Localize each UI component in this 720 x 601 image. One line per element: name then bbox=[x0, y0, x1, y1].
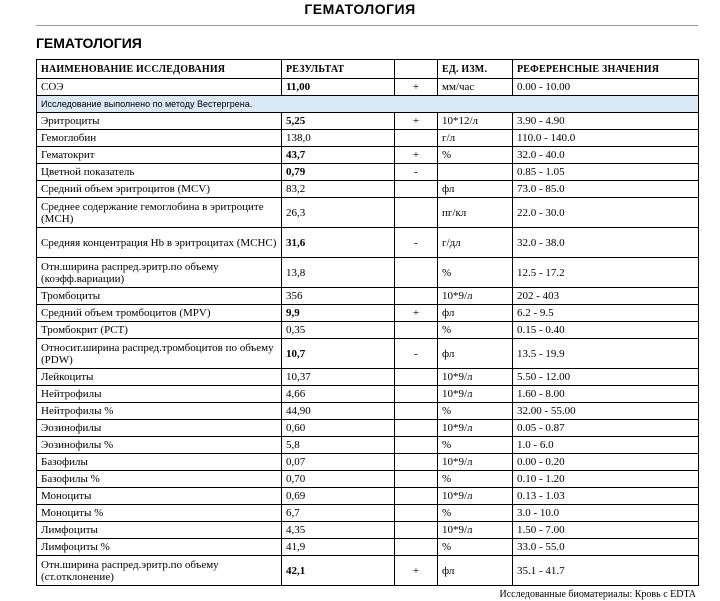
result-flag bbox=[395, 288, 438, 305]
test-result: 0,79 bbox=[282, 164, 395, 181]
test-result: 356 bbox=[282, 288, 395, 305]
reference-range: 0.05 - 0.87 bbox=[513, 420, 699, 437]
reference-range: 6.2 - 9.5 bbox=[513, 305, 699, 322]
method-note-row bbox=[37, 96, 699, 113]
result-flag bbox=[395, 437, 438, 454]
table-row bbox=[37, 258, 699, 288]
biomaterial-note: Исследованные биоматериалы: Кровь с EDTA bbox=[499, 589, 696, 600]
table-row bbox=[37, 454, 699, 471]
test-unit: % bbox=[438, 147, 513, 164]
result-flag: + bbox=[395, 305, 438, 322]
result-flag bbox=[395, 488, 438, 505]
reference-range: 5.50 - 12.00 bbox=[513, 369, 699, 386]
test-result: 0,07 bbox=[282, 454, 395, 471]
result-flag bbox=[395, 198, 438, 228]
result-flag bbox=[395, 522, 438, 539]
table-row bbox=[37, 386, 699, 403]
test-result: 0,35 bbox=[282, 322, 395, 339]
test-name: Эозинофилы % bbox=[37, 437, 282, 454]
test-name: Средняя концентрация Hb в эритроцитах (MCHC) bbox=[37, 228, 282, 258]
result-flag bbox=[395, 258, 438, 288]
table-row bbox=[37, 339, 699, 369]
test-name: Отн.ширина распред.эритр.по объему (ст.отклонение) bbox=[37, 556, 282, 586]
test-result: 0,70 bbox=[282, 471, 395, 488]
page-title: ГЕМАТОЛОГИЯ bbox=[304, 1, 416, 17]
test-unit: фл bbox=[438, 556, 513, 586]
table-row bbox=[37, 420, 699, 437]
table-row bbox=[37, 198, 699, 228]
table-row bbox=[37, 130, 699, 147]
test-name: Нейтрофилы % bbox=[37, 403, 282, 420]
reference-range: 1.60 - 8.00 bbox=[513, 386, 699, 403]
reference-range: 33.0 - 55.0 bbox=[513, 539, 699, 556]
column-header-reference: РЕФЕРЕНСНЫЕ ЗНАЧЕНИЯ bbox=[513, 60, 699, 79]
result-flag: - bbox=[395, 339, 438, 369]
test-name: Лимфоциты bbox=[37, 522, 282, 539]
test-unit: 10*9/л bbox=[438, 522, 513, 539]
table-row bbox=[37, 305, 699, 322]
test-result: 83,2 bbox=[282, 181, 395, 198]
result-flag bbox=[395, 420, 438, 437]
test-name: Базофилы % bbox=[37, 471, 282, 488]
reference-range: 3.0 - 10.0 bbox=[513, 505, 699, 522]
table-row bbox=[37, 181, 699, 198]
test-result: 31,6 bbox=[282, 228, 395, 258]
title-divider bbox=[36, 25, 698, 26]
test-result: 9,9 bbox=[282, 305, 395, 322]
result-flag bbox=[395, 454, 438, 471]
test-unit: 10*9/л bbox=[438, 288, 513, 305]
test-unit: % bbox=[438, 322, 513, 339]
column-header-name: НАИМЕНОВАНИЕ ИССЛЕДОВАНИЯ bbox=[37, 60, 282, 79]
test-unit: пг/кл bbox=[438, 198, 513, 228]
test-name: Среднее содержание гемоглобина в эритроците (MCH) bbox=[37, 198, 282, 228]
test-unit: % bbox=[438, 258, 513, 288]
test-name: СОЭ bbox=[37, 79, 282, 96]
reference-range: 73.0 - 85.0 bbox=[513, 181, 699, 198]
result-flag bbox=[395, 403, 438, 420]
reference-range: 32.00 - 55.00 bbox=[513, 403, 699, 420]
column-header-result: РЕЗУЛЬТАТ bbox=[282, 60, 395, 79]
test-name: Базофилы bbox=[37, 454, 282, 471]
test-name: Нейтрофилы bbox=[37, 386, 282, 403]
column-header-flag bbox=[395, 60, 438, 79]
test-unit: 10*9/л bbox=[438, 369, 513, 386]
test-result: 11,00 bbox=[282, 79, 395, 96]
test-unit: фл bbox=[438, 181, 513, 198]
test-result: 5,8 bbox=[282, 437, 395, 454]
test-result: 10,37 bbox=[282, 369, 395, 386]
reference-range: 32.0 - 40.0 bbox=[513, 147, 699, 164]
test-unit: 10*9/л bbox=[438, 488, 513, 505]
test-result: 0,69 bbox=[282, 488, 395, 505]
test-name: Моноциты bbox=[37, 488, 282, 505]
reference-range: 1.50 - 7.00 bbox=[513, 522, 699, 539]
test-unit: % bbox=[438, 437, 513, 454]
reference-range: 0.13 - 1.03 bbox=[513, 488, 699, 505]
test-name: Средний объем эритроцитов (MCV) bbox=[37, 181, 282, 198]
reference-range: 13.5 - 19.9 bbox=[513, 339, 699, 369]
result-flag bbox=[395, 369, 438, 386]
test-result: 0,60 bbox=[282, 420, 395, 437]
test-result: 4,66 bbox=[282, 386, 395, 403]
method-note: Исследование выполнено по методу Вестергрена. bbox=[37, 96, 699, 113]
test-unit: 10*12/л bbox=[438, 113, 513, 130]
table-row bbox=[37, 113, 699, 130]
test-result: 41,9 bbox=[282, 539, 395, 556]
test-unit bbox=[438, 164, 513, 181]
test-result: 44,90 bbox=[282, 403, 395, 420]
reference-range: 3.90 - 4.90 bbox=[513, 113, 699, 130]
table-row bbox=[37, 164, 699, 181]
section-title: ГЕМАТОЛОГИЯ bbox=[36, 35, 142, 51]
reference-range: 1.0 - 6.0 bbox=[513, 437, 699, 454]
table-row bbox=[37, 403, 699, 420]
test-name: Средний объем тромбоцитов (MPV) bbox=[37, 305, 282, 322]
result-flag: + bbox=[395, 113, 438, 130]
test-unit: % bbox=[438, 505, 513, 522]
test-name: Тромбокрит (PCT) bbox=[37, 322, 282, 339]
result-flag: + bbox=[395, 79, 438, 96]
reference-range: 22.0 - 30.0 bbox=[513, 198, 699, 228]
table-row bbox=[37, 437, 699, 454]
test-unit: 10*9/л bbox=[438, 454, 513, 471]
result-flag bbox=[395, 471, 438, 488]
reference-range: 202 - 403 bbox=[513, 288, 699, 305]
test-name: Гематокрит bbox=[37, 147, 282, 164]
reference-range: 0.10 - 1.20 bbox=[513, 471, 699, 488]
test-result: 5,25 bbox=[282, 113, 395, 130]
test-result: 6,7 bbox=[282, 505, 395, 522]
test-name: Лейкоциты bbox=[37, 369, 282, 386]
table-row bbox=[37, 471, 699, 488]
table-row bbox=[37, 522, 699, 539]
table-row bbox=[37, 556, 699, 586]
result-flag: + bbox=[395, 556, 438, 586]
test-result: 138,0 bbox=[282, 130, 395, 147]
test-name: Лимфоциты % bbox=[37, 539, 282, 556]
test-name: Тромбоциты bbox=[37, 288, 282, 305]
test-result: 13,8 bbox=[282, 258, 395, 288]
test-result: 42,1 bbox=[282, 556, 395, 586]
test-name: Отн.ширина распред.эритр.по объему (коэфф.вариации) bbox=[37, 258, 282, 288]
test-unit: 10*9/л bbox=[438, 386, 513, 403]
test-name: Моноциты % bbox=[37, 505, 282, 522]
table-header-row bbox=[37, 60, 699, 79]
test-name: Относит.ширина распред.тромбоцитов по объему (PDW) bbox=[37, 339, 282, 369]
result-flag bbox=[395, 322, 438, 339]
result-flag: - bbox=[395, 228, 438, 258]
table-row bbox=[37, 79, 699, 96]
test-result: 10,7 bbox=[282, 339, 395, 369]
result-flag bbox=[395, 386, 438, 403]
reference-range: 0.00 - 0.20 bbox=[513, 454, 699, 471]
test-unit: 10*9/л bbox=[438, 420, 513, 437]
table-row bbox=[37, 505, 699, 522]
column-header-unit: ЕД. ИЗМ. bbox=[438, 60, 513, 79]
table-row bbox=[37, 322, 699, 339]
reference-range: 32.0 - 38.0 bbox=[513, 228, 699, 258]
table-row bbox=[37, 228, 699, 258]
test-unit: фл bbox=[438, 339, 513, 369]
result-flag bbox=[395, 505, 438, 522]
reference-range: 110.0 - 140.0 bbox=[513, 130, 699, 147]
table-row bbox=[37, 369, 699, 386]
results-body bbox=[37, 79, 699, 586]
reference-range: 12.5 - 17.2 bbox=[513, 258, 699, 288]
results-table bbox=[36, 59, 699, 586]
test-name: Эритроциты bbox=[37, 113, 282, 130]
test-name: Эозинофилы bbox=[37, 420, 282, 437]
test-name: Цветной показатель bbox=[37, 164, 282, 181]
test-unit: % bbox=[438, 403, 513, 420]
table-row bbox=[37, 288, 699, 305]
test-name: Гемоглобин bbox=[37, 130, 282, 147]
reference-range: 0.85 - 1.05 bbox=[513, 164, 699, 181]
test-unit: % bbox=[438, 471, 513, 488]
reference-range: 35.1 - 41.7 bbox=[513, 556, 699, 586]
test-result: 43,7 bbox=[282, 147, 395, 164]
table-row bbox=[37, 539, 699, 556]
table-row bbox=[37, 488, 699, 505]
result-flag bbox=[395, 130, 438, 147]
table-row bbox=[37, 147, 699, 164]
test-result: 26,3 bbox=[282, 198, 395, 228]
test-unit: фл bbox=[438, 305, 513, 322]
result-flag: + bbox=[395, 147, 438, 164]
test-unit: мм/час bbox=[438, 79, 513, 96]
result-flag bbox=[395, 539, 438, 556]
test-unit: г/дл bbox=[438, 228, 513, 258]
result-flag bbox=[395, 181, 438, 198]
test-unit: % bbox=[438, 539, 513, 556]
result-flag: - bbox=[395, 164, 438, 181]
reference-range: 0.15 - 0.40 bbox=[513, 322, 699, 339]
test-unit: г/л bbox=[438, 130, 513, 147]
reference-range: 0.00 - 10.00 bbox=[513, 79, 699, 96]
test-result: 4,35 bbox=[282, 522, 395, 539]
